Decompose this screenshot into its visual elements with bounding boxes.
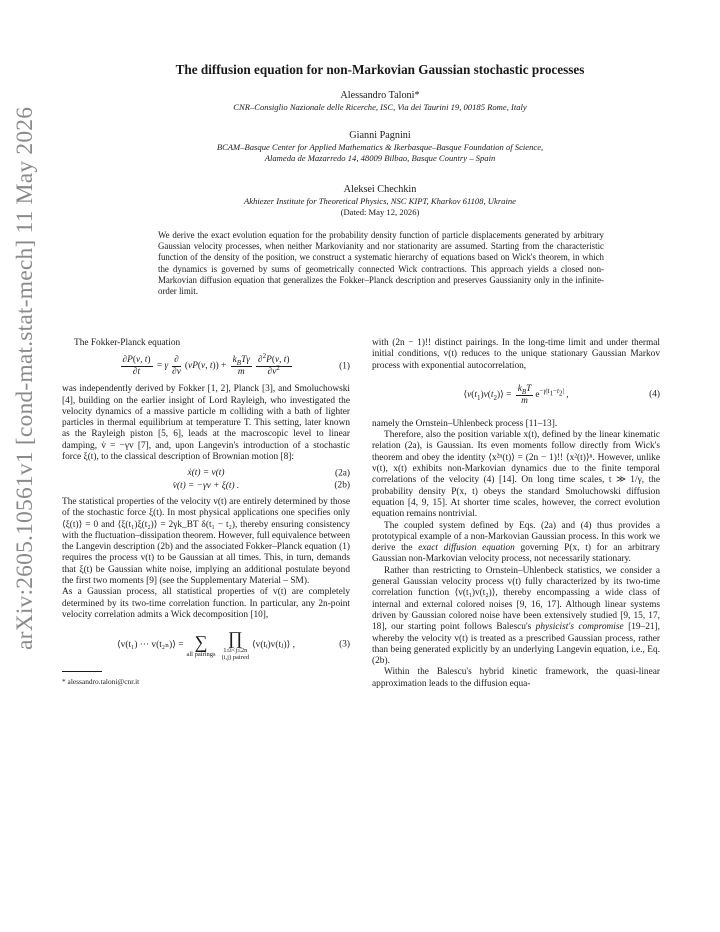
equation-1: $\frac{\partial P(v, t)}{\partial t}$ = γ $\frac{\partial}{\partial v}$ (vP(v, t)) + $\frac{k_BT\gamma}{m}$ $\frac{\partial^2P(v, t)}{\partial v^2}$ (1) xyxy=(122,352,350,378)
paper-title: The diffusion equation for non-Markovian Gaussian stochastic processes xyxy=(175,62,585,77)
author-affiliation: CNR–Consiglio Nazionale delle Ricerche, ISC, Via dei Taurini 19, 00185 Rome, Italy xyxy=(233,102,527,112)
paragraph: with (2n − 1)!! distinct pairings. In the long-time limit and under thermal initial conditions, v(t) reduces to the unique stationary Gaussian Markov process with exponential autocorrelation, xyxy=(372,338,660,371)
product-limit-2: (i,j) paired xyxy=(221,654,249,662)
author-block-1 xyxy=(90,90,670,113)
equation-4: $⟨v(t_1)v(t_2)⟩$ = $\frac{k_BT}{m}$ $e^{-\gamma|t_1-t_2|}$ , (4) xyxy=(463,383,660,406)
left-column xyxy=(62,338,350,688)
paragraph: Therefore, also the position variable x(t), defined by the linear kinematic relation (2a), is Gaussian. Its even moments follow directly from Wick's theorem and obey the identity ⟨x²ⁿ(t)⟩ = (2n − 1)!! ⟨x²(t)⟩ⁿ. However, unlike v(t), x(t) exhibits non-Markovian dynamics due to the finite temporal correlations of the velocity (4) [14]. On long time scales, t ≫ 1/γ, the probability density P(x, t) obeys the standard Smoluchowski diffusion equation [4, 9, 15]. At shorter time scales, however, the correct evolution equation remains nontrivial. xyxy=(372,430,660,520)
paragraph: Within the Balescu's hybrid kinetic framework, the quasi-linear approximation leads to the diffusion equa- xyxy=(372,667,660,689)
author-affiliation-line2: Alameda de Mazarredo 14, 48009 Bilbao, Basque Country – Spain xyxy=(264,153,496,163)
equation-3-lhs: ⟨v(t₁) ··· v(t₂ₙ)⟩ = xyxy=(117,639,184,650)
paragraph: The statistical properties of the velocity v(t) are entirely determined by those of the stochastic force ξ(t). In most physical applications one specifies only ⟨ξ(t)⟩ = 0 and ⟨ξ(t₁)ξ(t₂)⟩ = 2γk_BT δ(t₁ − t₂), thereby ensuring consistency with the fluctuation–dissipation theorem. However, full equivalence between the Langevin description (2b) and the associated Fokker–Planck equation (1) requires the process v(t) to be Gaussian at all times. This, in turn, demands that ξ(t) be Gaussian white noise, implying an additional postulate beyond the first two moments [9] (see the Supplementary Material – SM). xyxy=(62,496,350,587)
author-block-3 xyxy=(90,184,670,218)
paragraph: Rather than restricting to Ornstein–Uhlenbeck statistics, we consider a general Gaussian velocity process v(t) fully characterized by its two-time correlation function ⟨v(t₁)v(t₂)⟩, thereby encompassing a wide class of internal and external colored noises [9, 16, 17]. Although linear systems driven by Gaussian colored noise have been extensively studied [9, 15, 17, 18], our starting point follows Balescu's physicist's compromise [19–21], whereby the velocity v(t) is treated as a prescribed Gaussian process, rather than being generated explicitly by an underlying Langevin equation, i.e., Eq. (2b). xyxy=(372,565,660,667)
footnote-rule xyxy=(62,671,102,672)
equation-number: (1) xyxy=(339,361,350,372)
sum-limit: all pairings xyxy=(186,650,216,658)
product-limit-1: 1≤i<j≤2n xyxy=(223,647,248,655)
author-name: Gianni Pagnini xyxy=(349,130,411,141)
date-line: (Dated: May 12, 2026) xyxy=(340,207,420,217)
right-column xyxy=(372,338,660,690)
paragraph: was independently derived by Fokker [1, 2], Planck [3], and Smoluchowski [4], building on the earlier insight of Lord Rayleigh, who investigated the velocity dynamics of a massive particle m colliding with a bath of lighter particles in thermal equilibrium at temperature T. This setting, later known as the Rayleigh piston [5, 6], leads at the macroscopic level to linear damping, v̇ = −γv [7], and, upon Langevin's introduction of a stochastic force ξ(t), to the classical description of Brownian motion [8]: xyxy=(62,384,350,463)
paragraph: The coupled system defined by Eqs. (2a) and (4) thus provides a prototypical example of a non-Markovian Gaussian process. In this work we derive the exact diffusion equation governing P(x, t) for an arbitrary Gaussian non-Markovian velocity process, not necessarily stationary. xyxy=(372,520,661,565)
equation-number: (2a) xyxy=(334,468,350,479)
equation-number: (3) xyxy=(339,639,350,650)
author-block-2 xyxy=(90,130,670,164)
emphasis: exact diffusion equation xyxy=(418,543,515,554)
arxiv-identifier: arXiv:2605.10561v1 [cond-mat.stat-mech] 11 May 2026 xyxy=(12,106,38,650)
equation-2b: v̇(t) = −γv + ξ(t) . xyxy=(172,480,240,491)
equation-3-rhs: ⟨v(tᵢ)v(tⱼ)⟩ , xyxy=(252,639,295,650)
paragraph: namely the Ornstein–Uhlenbeck process [11–13]. xyxy=(372,418,558,429)
author-name: Aleksei Chechkin xyxy=(343,184,417,195)
equation-2 xyxy=(62,468,350,492)
emphasis: physicist's compromise xyxy=(535,622,624,633)
intro-line: The Fokker-Planck equation xyxy=(74,338,181,348)
author-affiliation: Akhiezer Institute for Theoretical Physics, NSC KIPT, Kharkov 61108, Ukraine xyxy=(244,196,516,206)
equation-2a: ẋ(t) = v(t) xyxy=(187,468,225,479)
equation-number: (2b) xyxy=(334,480,350,491)
footnote: * alessandro.taloni@cnr.it xyxy=(62,677,140,687)
equation-3: ⟨v(t₁) ··· v(t₂ₙ)⟩ = ∑ all pairings ∏ 1≤i<j≤2n (i,j) paired ⟨v(tᵢ)v(tⱼ)⟩ , (3) xyxy=(117,628,350,662)
author-affiliation: BCAM–Basque Center for Applied Mathematics & Ikerbasque–Basque Foundation of Science, xyxy=(216,142,544,152)
author-name: Alessandro Taloni* xyxy=(340,90,420,101)
equation-number: (4) xyxy=(649,389,660,400)
abstract: We derive the exact evolution equation for the probability density function of particle displacements generated by arbitrary Gaussian velocity processes, when neither Markovianity and nor stationarity are assumed. Starting from the characteristic function of the density of the position, we construct a systematic hierarchy of equations based on Wick's theorem, in which the dynamics is governed by sums of geometrically connected Wick contractions. This approach yields a closed non-Markovian diffusion equation that generalizes the Fokker–Planck description and preserves Gaussianity only in the infinite-order limit. xyxy=(158,230,604,297)
paragraph: As a Gaussian process, all statistical properties of v(t) are completely determined by its two-time correlation function. In particular, any 2n-point velocity correlation admits a Wick decomposition [10], xyxy=(62,587,350,620)
